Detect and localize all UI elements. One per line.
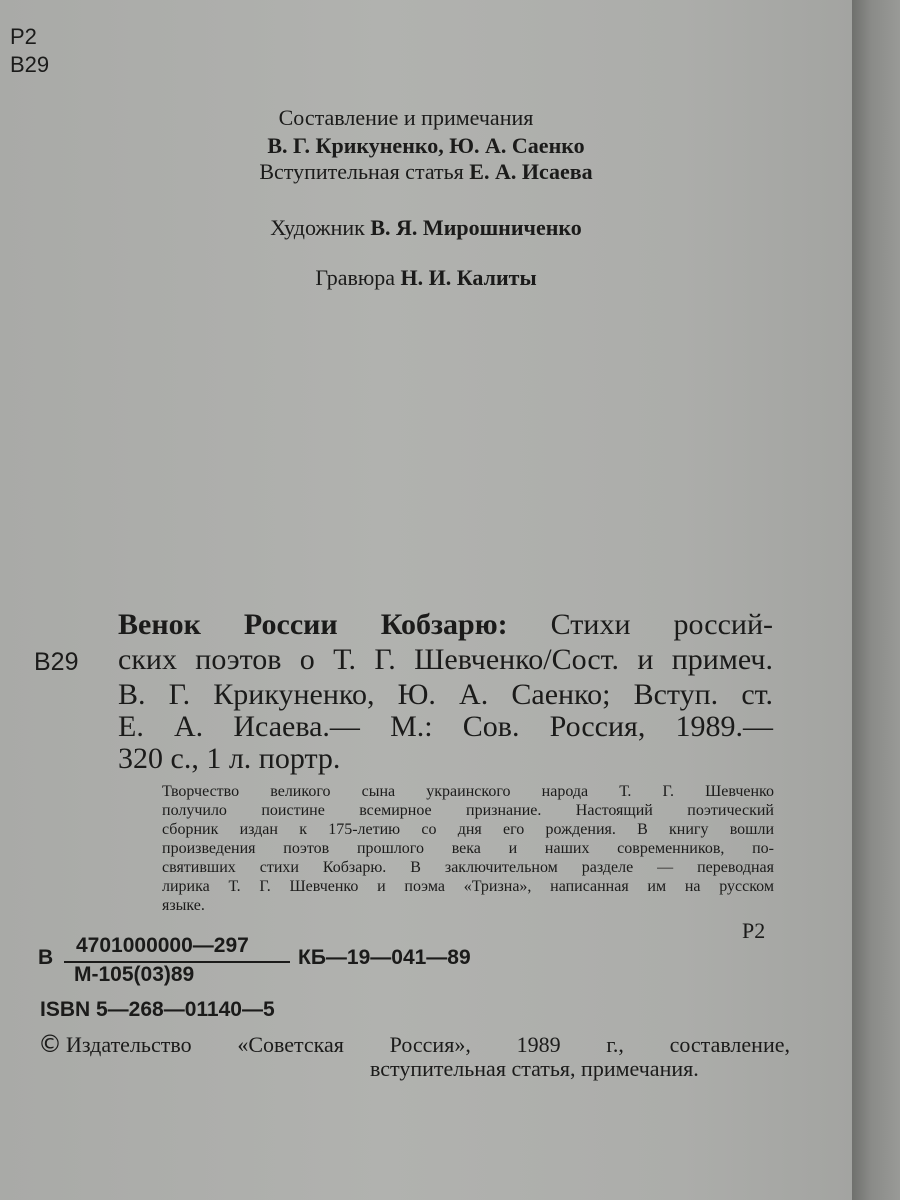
- credits-engraving-author: Н. И. Калиты: [400, 265, 537, 290]
- credits-introduction-label: Вступительная статья: [259, 159, 464, 184]
- catalog-line-4: Е. А. Исаева.— М.: Сов. Россия, 1989.—: [118, 710, 773, 743]
- code-kb: КБ—19—041—89: [298, 946, 471, 969]
- catalog-line-2: ских поэтов о Т. Г. Шевченко/Сост. и примеч.: [118, 643, 773, 676]
- abstract-line-6: лирика Т. Г. Шевченко и поэма «Тризна», написанная им на русском: [162, 878, 774, 895]
- isbn-number: ISBN 5—268—01140—5: [40, 998, 275, 1021]
- credits-engraving: [0, 264, 852, 292]
- code-letter: В: [38, 946, 54, 969]
- credits-compilers: В. Г. Крикуненко, Ю. А. Саенко: [267, 133, 585, 158]
- abstract-line-3: сборник издан к 175-летию со дня его рождения. В книгу вошли: [162, 821, 774, 838]
- catalog-class-code: Р2: [742, 918, 766, 943]
- abstract-line-7: языке.: [162, 897, 205, 914]
- credits-compilation: Составление и примечания: [278, 105, 534, 130]
- credits-illustrator-label: Художник: [270, 215, 365, 240]
- credits-illustrator: [0, 214, 852, 242]
- abstract-line-4: произведения поэтов прошлого века и наших современников, по-: [162, 840, 774, 857]
- copyright-sign: ©: [38, 1030, 62, 1058]
- credits-illustrator-name: В. Я. Мирошниченко: [370, 215, 582, 240]
- catalog-book-title: Венок России Кобзарю:: [118, 608, 508, 641]
- catalog-author-mark: В29: [34, 648, 79, 676]
- catalog-subtitle-start: Стихи россий-: [550, 608, 774, 641]
- corner-author-code: В29: [10, 52, 50, 77]
- catalog-line-3: В. Г. Крикуненко, Ю. А. Саенко; Вступ. ст.: [118, 678, 773, 711]
- abstract-line-2: получило поистине всемирное признание. Настоящий поэтический: [162, 802, 774, 819]
- catalog-title-line: [118, 608, 773, 642]
- abstract-line-1: Творчество великого сына украинского народа Т. Г. Шевченко: [162, 783, 774, 800]
- code-numerator: 4701000000—297: [76, 934, 249, 957]
- corner-class-code: Р2: [10, 24, 37, 49]
- credits-introduction-author: Е. А. Исаева: [469, 159, 593, 184]
- credits-engraving-label: Гравюра: [315, 265, 396, 290]
- abstract-line-5: святивших стихи Кобзарю. В заключительном разделе — переводная: [162, 859, 774, 876]
- copyright-line-2: вступительная статья, примечания.: [370, 1056, 699, 1081]
- copyright-publisher: Издательство «Советская Россия», 1989 г., составление,: [66, 1032, 790, 1057]
- copyright-line-1: [38, 1030, 790, 1058]
- credits-introduction: [0, 158, 852, 186]
- catalog-line-5: 320 с., 1 л. портр.: [118, 742, 341, 775]
- page-edge-shadow: [852, 0, 900, 1200]
- code-denominator: М-105(03)89: [74, 963, 195, 986]
